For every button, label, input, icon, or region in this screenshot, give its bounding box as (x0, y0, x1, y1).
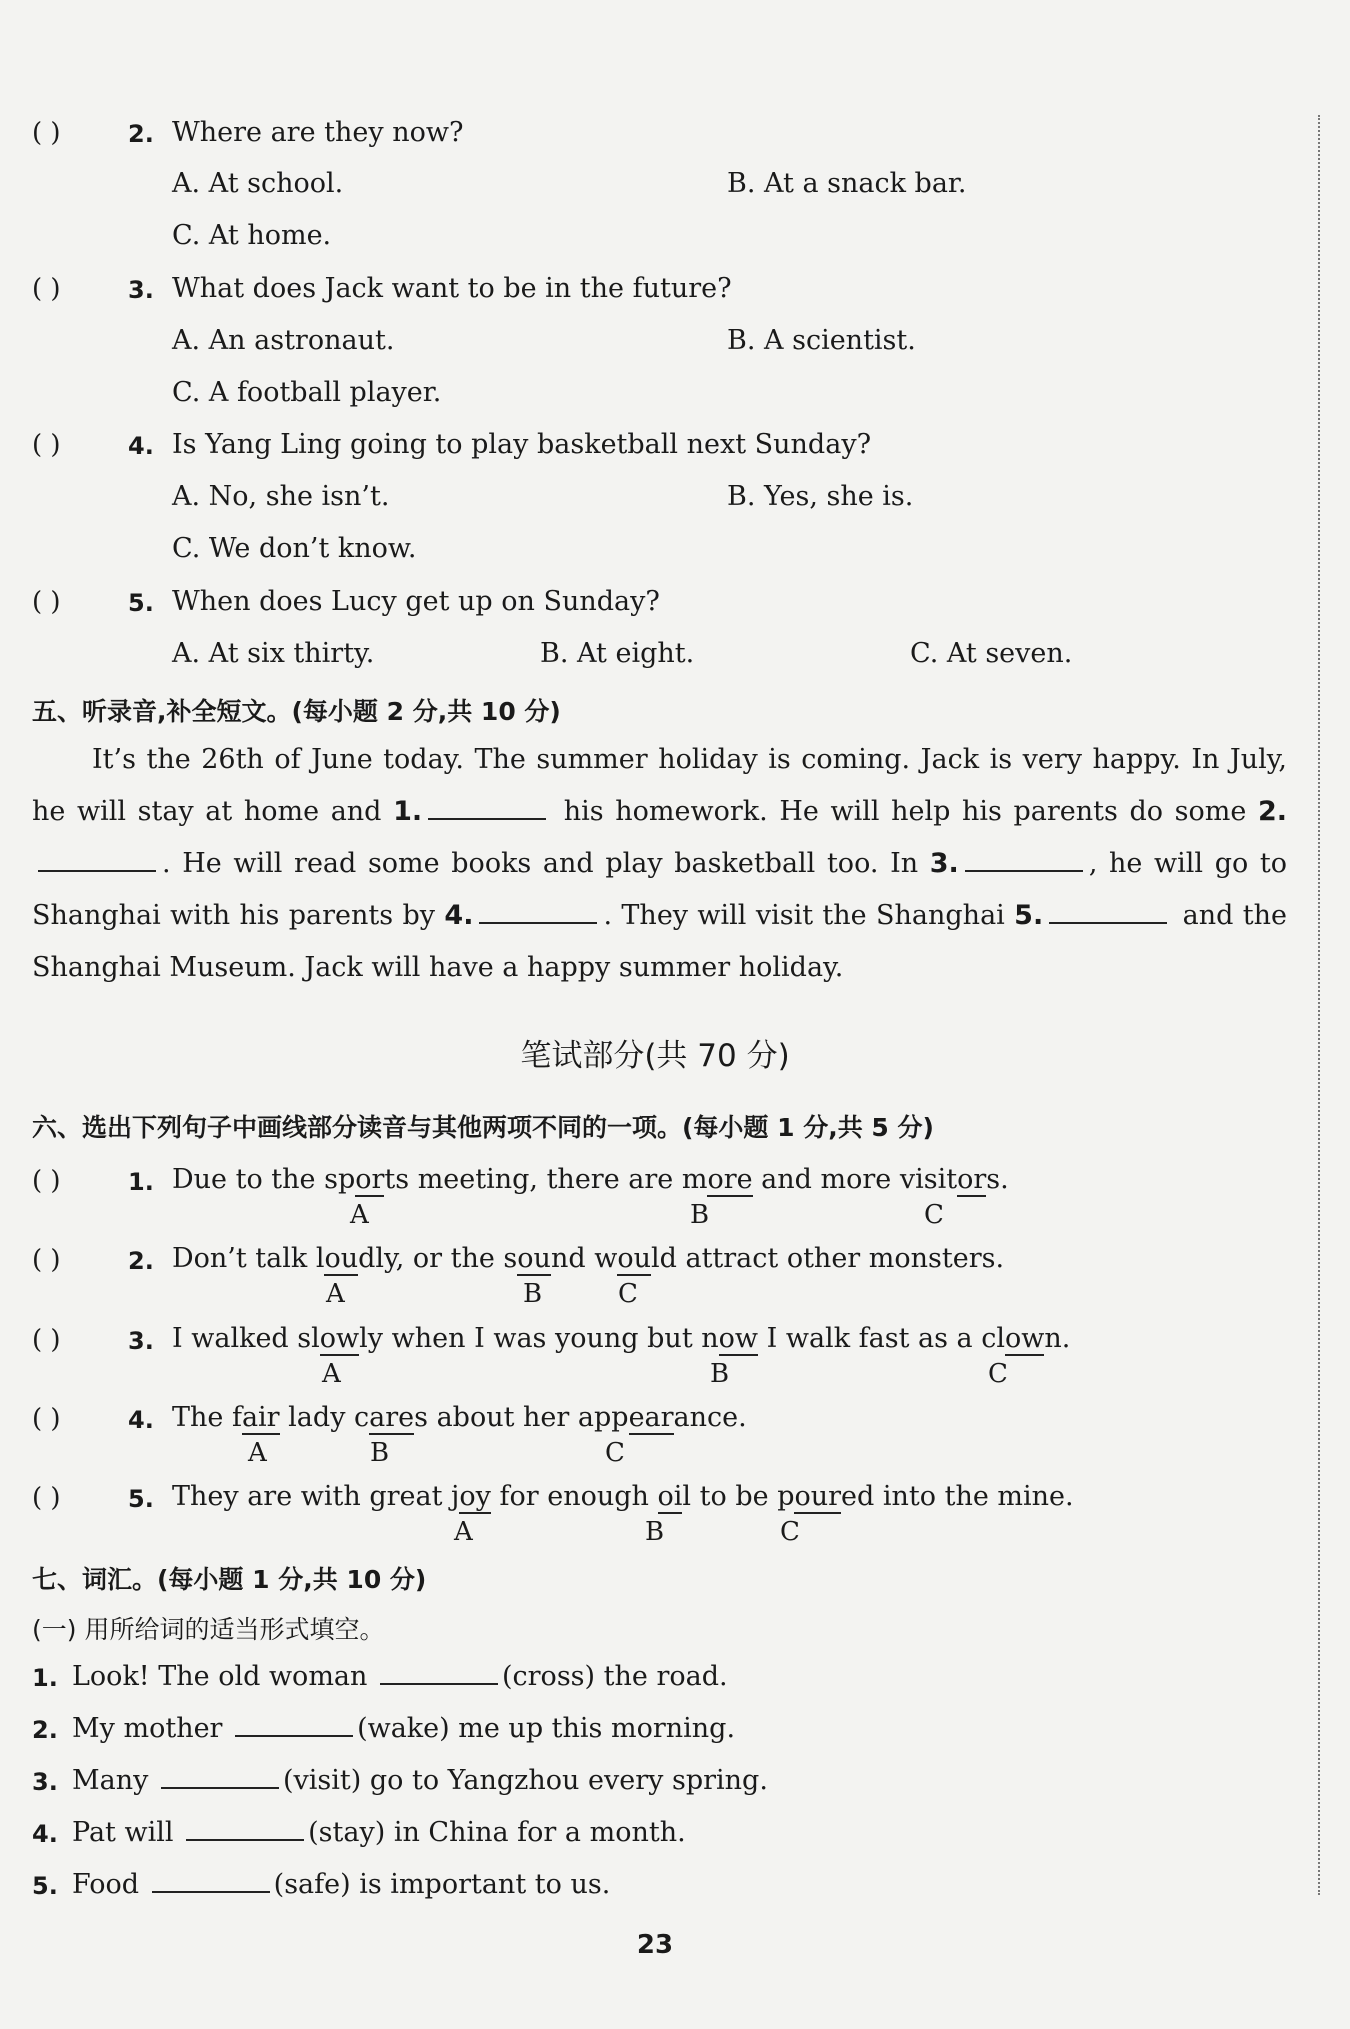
blank-5[interactable] (1049, 902, 1167, 924)
answer-paren[interactable]: ( ) (32, 430, 61, 460)
question-number: 3. (128, 276, 154, 304)
label-b: B (690, 1200, 710, 1230)
question-text: They are with great joy for enough oil to be poured into the mine. (172, 1481, 1074, 1512)
question-number: 4. (128, 1406, 154, 1434)
answer-paren[interactable]: ( ) (32, 118, 61, 148)
label-a: A (322, 1359, 341, 1389)
option-b: B. At a snack bar. (727, 168, 967, 199)
answer-paren[interactable]: ( ) (32, 1245, 61, 1275)
label-b: B (645, 1517, 665, 1547)
worksheet-page: ( ) 2. Where are they now? A. At school. B. At a snack bar. C. At home. ( ) 3. What does Jack want to be in the future? A. An astronaut. B. A scientist. C. A football player. ( ) 4. Is Yang Ling going to play basketball next Sunday? A. No, she isn’t. B. Yes, she is. C. We don’t know. ( ) 5. When does Lucy get up on Sunday? A. At six thirty. B. At eight. C. At seven. 五、听录音,补全短文。(每小题 2 分,共 10 分) It’s the 26th of June today. The summer holiday is coming. Jack is very happy. In July, he will stay at home and 1. his homework. He will help his parents do some 2.. He will read some books and play basketball too. In 3. , he will go to Shanghai with his parents by 4. . They will visit the Shanghai 5. and the Shanghai Museum. Jack will have a happy summer holiday. 笔试部分(共 70 分) 六、选出下列句子中画线部分读音与其他两项不同的一项。(每小题 1 分,共 5 分) ( ) 1. Due to the sports meeting, there are more and more visitors. A B C ( ) 2. Don’t talk loudly, or the sound would attract other monsters. A B C ( ) 3. I walked slowly when I was young but now I walk fast as a clown. A B C ( ) 4. The fair lady cares about her appearance. A B C ( ) 5. They are with great joy for enough oil to be poured into the mine. A B C 七、词汇。(每小题 1 分,共 10 分) (一) 用所给词的适当形式填空。 1. Look! The old woman (cross) the road. 2. My mother (wake) me up this morning. 3. Many (visit) go to Yangzhou every spring. 4. Pat will (stay) in China for a month. 5. Food (safe) is important to us. 23 (0, 0, 1350, 2029)
label-a: A (326, 1279, 345, 1309)
blank-2[interactable] (38, 850, 156, 872)
option-c: C. We don’t know. (172, 533, 417, 564)
answer-paren[interactable]: ( ) (32, 1483, 61, 1513)
label-c: C (988, 1359, 1008, 1389)
option-a: A. At school. (172, 168, 344, 199)
question-text: I walked slowly when I was young but now I walk fast as a clown. (172, 1323, 1071, 1354)
question-text: What does Jack want to be in the future? (172, 273, 732, 304)
answer-paren[interactable]: ( ) (32, 1404, 61, 1434)
blank-4[interactable] (479, 902, 597, 924)
question-number: 5. (128, 589, 154, 617)
question-number: 4. (128, 432, 154, 460)
blank-1[interactable] (428, 798, 546, 820)
answer-paren[interactable]: ( ) (32, 1325, 61, 1355)
option-b: B. At eight. (540, 638, 695, 669)
option-b: B. Yes, she is. (727, 481, 914, 512)
question-text: Where are they now? (172, 117, 464, 148)
label-c: C (618, 1279, 638, 1309)
answer-paren[interactable]: ( ) (32, 587, 61, 617)
margin-dotted-line (1318, 115, 1320, 1895)
section-5-title: 五、听录音,补全短文。(每小题 2 分,共 10 分) (32, 697, 561, 726)
label-c: C (924, 1200, 944, 1230)
question-text: Is Yang Ling going to play basketball next Sunday? (172, 429, 872, 460)
question-text: When does Lucy get up on Sunday? (172, 586, 660, 617)
label-a: A (350, 1200, 369, 1230)
fill-blank[interactable] (161, 1765, 279, 1789)
section-7-subtitle: (一) 用所给词的适当形式填空。 (32, 1615, 385, 1644)
blank-3[interactable] (965, 850, 1083, 872)
section-5-passage: It’s the 26th of June today. The summer holiday is coming. Jack is very happy. In July, he will stay at home and 1. his homework. He will help his parents do some 2.. He will read some books and play basketball too. In 3. , he will go to Shanghai with his parents by 4. . They will visit the Shanghai 5. and the Shanghai Museum. Jack will have a happy summer holiday. (32, 744, 1287, 983)
question-number: 2. (128, 1247, 154, 1275)
question-text: Don’t talk loudly, or the sound would attract other monsters. (172, 1243, 1005, 1274)
label-c: C (780, 1517, 800, 1547)
fill-blank[interactable] (380, 1661, 498, 1685)
option-c: C. At seven. (910, 638, 1073, 669)
option-b: B. A scientist. (727, 325, 916, 356)
option-c: C. At home. (172, 220, 332, 251)
question-number: 2. (128, 120, 154, 148)
fill-blank[interactable] (152, 1869, 270, 1893)
section-6-title: 六、选出下列句子中画线部分读音与其他两项不同的一项。(每小题 1 分,共 5 分) (32, 1113, 934, 1142)
label-b: B (370, 1438, 390, 1468)
page-number: 23 (636, 1930, 674, 1960)
section-7-title: 七、词汇。(每小题 1 分,共 10 分) (32, 1565, 427, 1594)
label-c: C (605, 1438, 625, 1468)
question-text: Due to the sports meeting, there are more and more visitors. (172, 1164, 1009, 1195)
question-number: 5. (128, 1485, 154, 1513)
answer-paren[interactable]: ( ) (32, 1166, 61, 1196)
fill-blank[interactable] (235, 1713, 353, 1737)
label-a: A (248, 1438, 267, 1468)
label-b: B (710, 1359, 730, 1389)
option-a: A. At six thirty. (172, 638, 375, 669)
option-c: C. A football player. (172, 377, 442, 408)
question-number: 1. (128, 1168, 154, 1196)
option-a: A. An astronaut. (172, 325, 395, 356)
written-part-title: 笔试部分(共 70 分) (520, 1038, 790, 1074)
question-text: The fair lady cares about her appearance. (172, 1402, 747, 1433)
label-a: A (454, 1517, 473, 1547)
question-number: 3. (128, 1327, 154, 1355)
answer-paren[interactable]: ( ) (32, 274, 61, 304)
fill-blank[interactable] (186, 1817, 304, 1841)
option-a: A. No, she isn’t. (172, 481, 390, 512)
label-b: B (523, 1279, 543, 1309)
